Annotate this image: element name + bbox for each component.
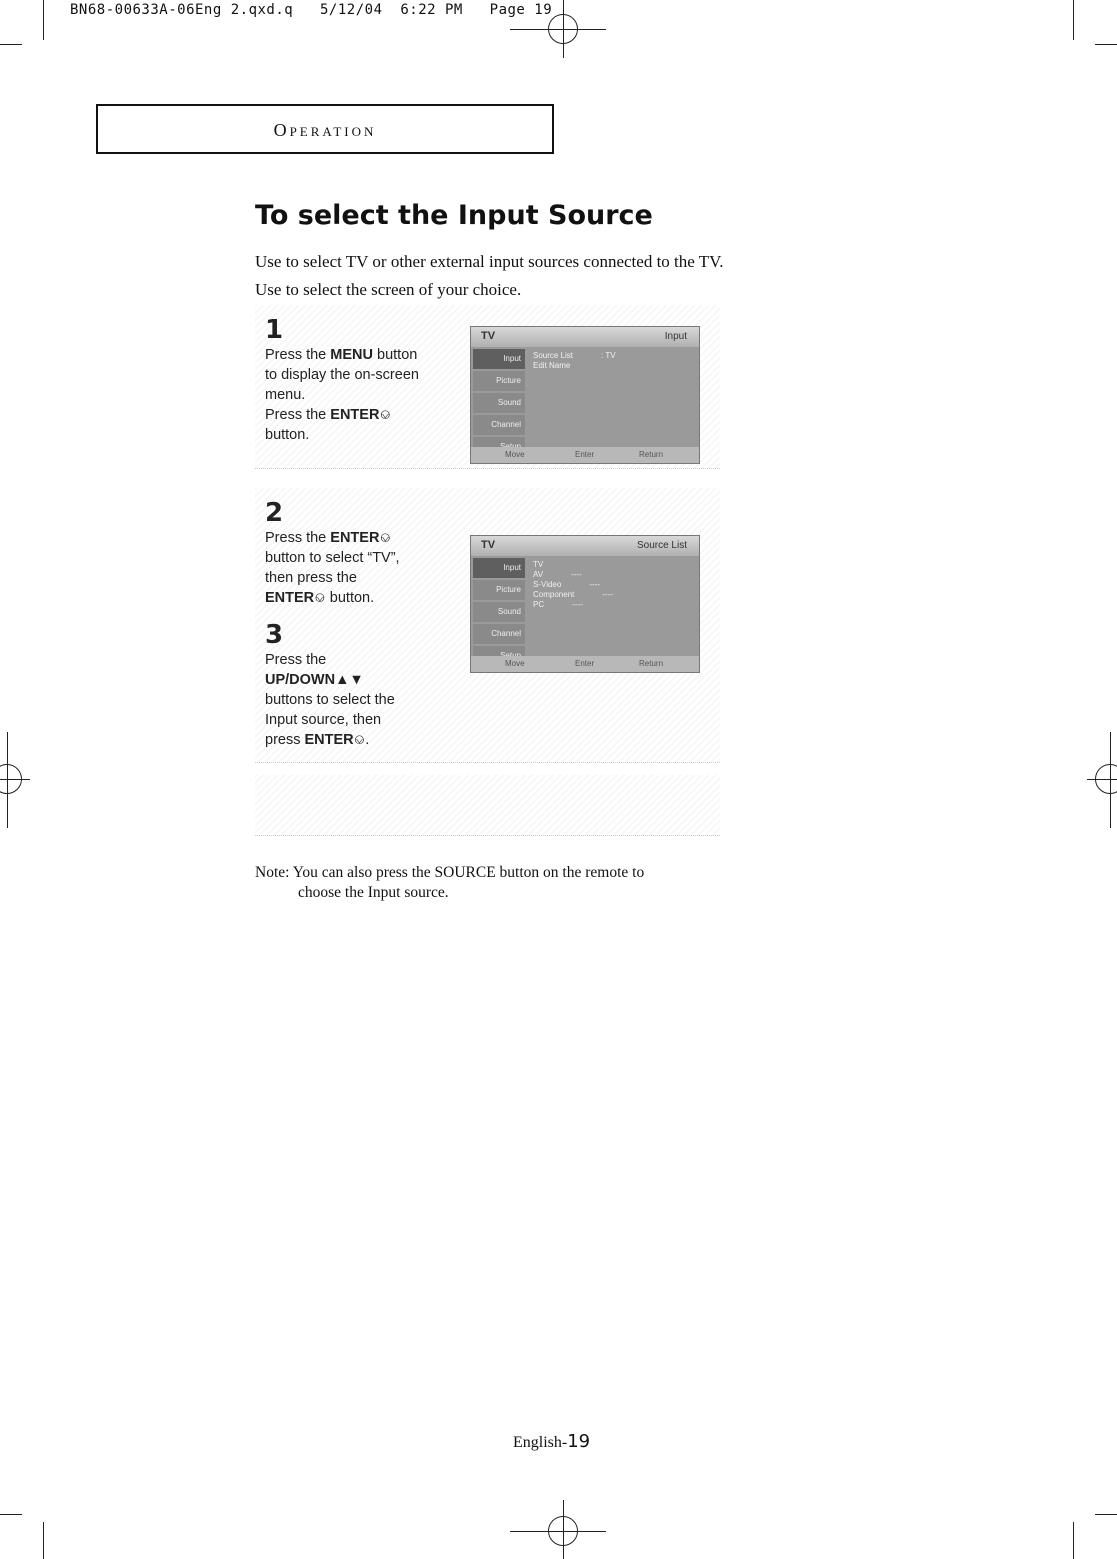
osd-menu-name: Source List <box>636 540 687 551</box>
osd-footer-move: Move <box>505 450 525 459</box>
osd-tv-label: TV <box>481 330 496 342</box>
crop-mark <box>1095 1514 1117 1515</box>
page-number: 19 <box>567 1431 591 1452</box>
osd-body <box>529 351 695 439</box>
step-line: button. <box>265 427 310 443</box>
step-line: Press the ENTER⎉ <box>265 530 392 546</box>
section-label: Operation <box>273 120 377 140</box>
step-line: Press the MENU button <box>265 347 418 363</box>
step-line: menu. <box>265 387 306 403</box>
crop-mark <box>43 0 44 40</box>
intro-line: Use to select the screen of your choice. <box>255 280 522 299</box>
step-2-text <box>265 498 400 608</box>
osd-header <box>471 327 699 347</box>
osd-sidebar <box>473 349 525 459</box>
enter-icon: ⎉ <box>314 590 326 606</box>
osd-footer-return: Return <box>639 450 664 459</box>
osd-footer <box>471 656 699 672</box>
registration-line <box>563 0 564 58</box>
step-line: Input source, then <box>265 712 382 728</box>
osd-side-item: Channel <box>473 415 525 435</box>
osd-side-item: Picture <box>473 371 525 391</box>
crop-mark <box>1095 44 1117 45</box>
osd-row: TV <box>533 560 544 569</box>
osd-row: PC ---- <box>533 600 583 609</box>
crop-mark <box>1073 0 1074 40</box>
registration-line <box>7 732 8 828</box>
enter-icon: ⎉ <box>379 407 392 423</box>
osd-footer-enter: Enter <box>575 450 595 459</box>
step-line: then press the <box>265 570 357 586</box>
enter-icon: ⎉ <box>379 530 392 546</box>
osd-body <box>529 560 695 648</box>
osd-side-item: Channel <box>473 624 525 644</box>
registration-line <box>563 1500 564 1559</box>
osd-input-menu <box>470 326 700 464</box>
step-line: button to select “TV”, <box>265 550 400 566</box>
osd-side-item: Input <box>473 349 525 369</box>
note-line: choose the Input source. <box>298 884 449 901</box>
osd-row: Component ---- <box>533 590 614 599</box>
intro-line: Use to select TV or other external input sources connected to the TV. <box>255 252 724 271</box>
step-line: buttons to select the <box>265 692 395 708</box>
osd-tv-label: TV <box>481 539 496 551</box>
osd-footer-move: Move <box>505 659 525 668</box>
registration-line <box>510 29 606 30</box>
registration-line <box>510 1531 606 1532</box>
step-3-text <box>265 620 395 750</box>
registration-line <box>0 779 30 780</box>
osd-footer <box>471 447 699 463</box>
step-line: ENTER⎉ button. <box>265 590 375 606</box>
crop-mark <box>0 44 22 45</box>
osd-side-item: Picture <box>473 580 525 600</box>
step-line: Press the <box>265 652 327 668</box>
crop-mark <box>43 1522 44 1559</box>
osd-side-item: Input <box>473 558 525 578</box>
registration-line <box>1110 732 1111 828</box>
osd-side-item: Sound <box>473 602 525 622</box>
step-number: 3 <box>265 620 284 650</box>
osd-row: Source List : TV <box>533 351 616 360</box>
enter-icon: ⎉ <box>353 732 366 748</box>
step-line: to display the on-screen <box>265 367 419 383</box>
crop-mark <box>0 1514 22 1515</box>
footer-lang: English- <box>513 1434 568 1451</box>
osd-menu-name: Input <box>664 331 687 342</box>
printer-slug: BN68-00633A-06Eng 2.qxd.q 5/12/04 6:22 PM Page 19 <box>70 2 553 18</box>
step-line: Press the ENTER⎉ <box>265 407 392 423</box>
osd-footer-enter: Enter <box>575 659 595 668</box>
osd-footer-return: Return <box>639 659 664 668</box>
step-line: UP/DOWN▲▼ <box>265 672 364 688</box>
osd-sidebar <box>473 558 525 668</box>
page-title: To select the Input Source <box>255 200 653 231</box>
note-line: Note: You can also press the SOURCE button on the remote to <box>255 864 645 881</box>
section-header <box>96 104 554 154</box>
step-1-text <box>265 315 419 445</box>
step-line: press ENTER⎉. <box>265 732 370 748</box>
page-footer <box>513 1431 590 1452</box>
intro-text <box>255 248 723 304</box>
crop-mark <box>1073 1522 1074 1559</box>
step-number: 1 <box>265 315 284 345</box>
osd-source-list <box>470 535 700 673</box>
osd-side-item: Sound <box>473 393 525 413</box>
osd-header <box>471 536 699 556</box>
step-number: 2 <box>265 498 284 528</box>
osd-row: S-Video ---- <box>533 580 600 589</box>
registration-line <box>1087 779 1117 780</box>
blank-panel <box>255 775 720 836</box>
osd-row: Edit Name <box>533 361 571 370</box>
osd-row: AV ---- <box>533 570 582 579</box>
